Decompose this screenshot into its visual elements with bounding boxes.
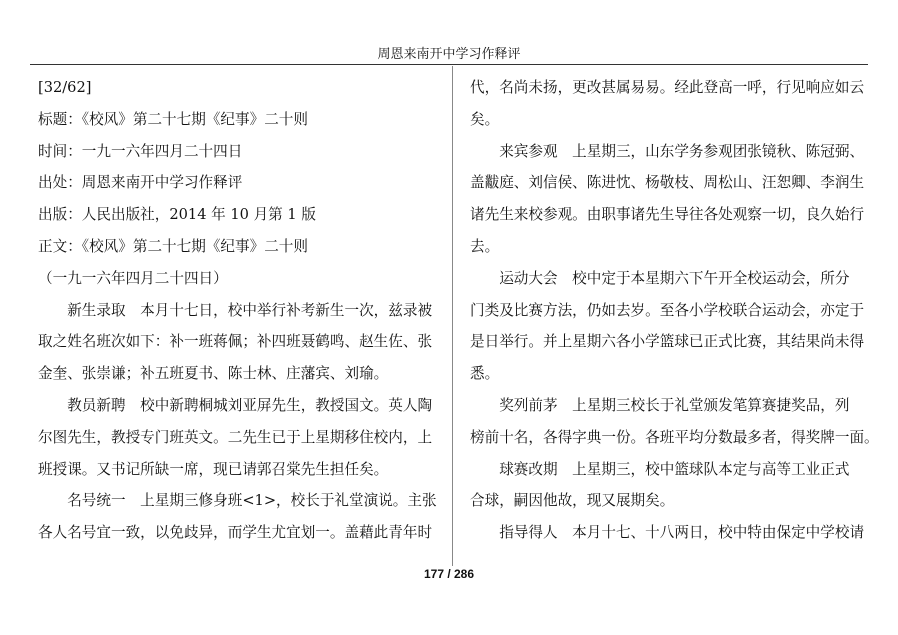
body-line: 新生录取 本月十七日，校中举行补考新生一次，兹录被 (38, 301, 433, 319)
body-line: 去。 (470, 237, 500, 255)
page-counter: 177 / 286 (423, 567, 475, 581)
body-line: 运动大会 校中定于本星期六下午开全校运动会，所分 (470, 269, 850, 287)
meta-body-title: 正文：《校风》第二十七期《纪事》二十则 (38, 237, 308, 255)
header-rule (30, 64, 868, 65)
meta-title: 标题：《校风》第二十七期《纪事》二十则 (38, 110, 308, 128)
body-line: 代，名尚未扬，更改甚属易易。经此登高一呼，行见响应如云 (470, 79, 865, 96)
body-line: 教员新聘 校中新聘桐城刘亚屏先生，教授国文。英人陶 (38, 396, 433, 414)
body-line: 班授课。又书记所缺一席，现已请郭召棠先生担任矣。 (38, 460, 389, 478)
body-line: 门类及比赛方法，仍如去岁。至各小学校联合运动会，亦定于 (470, 301, 865, 319)
body-line: 名号统一 上星期三修身班<1>，校长于礼堂演说。主张 (38, 492, 437, 510)
right-column (470, 72, 879, 549)
body-line: 诸先生来校参观。由职事诸先生导往各处观察一切，良久始行 (470, 206, 865, 224)
meta-time: 时间：一九一六年四月二十四日 (38, 142, 243, 160)
body-line: 奖列前茅 上星期三校长于礼堂颁发笔算赛捷奖品，列 (470, 396, 850, 414)
body-line: 是日举行。并上星期六各小学篮球已正式比赛，其结果尚未得 (470, 333, 865, 351)
body-line: 指导得人 本月十七、十八两日，校中特由保定中学校请 (470, 524, 865, 542)
record-index: [32/62] (38, 79, 92, 96)
page-header (0, 0, 898, 62)
body-line: 尔图先生，教授专门班英文。二先生已于上星期移住校内，上 (38, 428, 433, 446)
meta-publisher: 出版：人民出版社，2014 年 10 月第 1 版 (38, 206, 316, 224)
body-line: 金奎、张崇谦；补五班夏书、陈士林、庄藩宾、刘瑜。 (38, 365, 389, 383)
body-line: 矣。 (470, 110, 500, 128)
body-line: 球赛改期 上星期三，校中篮球队本定与高等工业正式 (470, 460, 850, 478)
column-divider (452, 66, 453, 566)
book-title: 周恩来南开中学习作释评 (377, 47, 521, 62)
body-line: 盖黻庭、刘信侯、陈进忱、杨敬枝、周松山、汪恕卿、李润生 (470, 174, 865, 192)
left-column (38, 72, 437, 549)
body-line: 合球，嗣因他故，现又展期矣。 (470, 492, 675, 510)
body-date-line: （一九一六年四月二十四日） (38, 269, 228, 287)
meta-source: 出处：周恩来南开中学习作释评 (38, 174, 243, 192)
body-line: 悉。 (470, 365, 500, 383)
body-line: 取之姓名班次如下：补一班蒋佩；补四班聂鹤鸣、赵生佐、张 (38, 333, 433, 351)
body-line: 榜前十名，各得字典一份。各班平均分数最多者，得奖牌一面。 (470, 428, 879, 446)
body-line: 各人名号宜一致，以免歧异，而学生尤宜划一。盖藉此青年时 (38, 524, 433, 542)
body-line: 来宾参观 上星期三，山东学务参观团张镜秋、陈冠弼、 (470, 142, 865, 160)
